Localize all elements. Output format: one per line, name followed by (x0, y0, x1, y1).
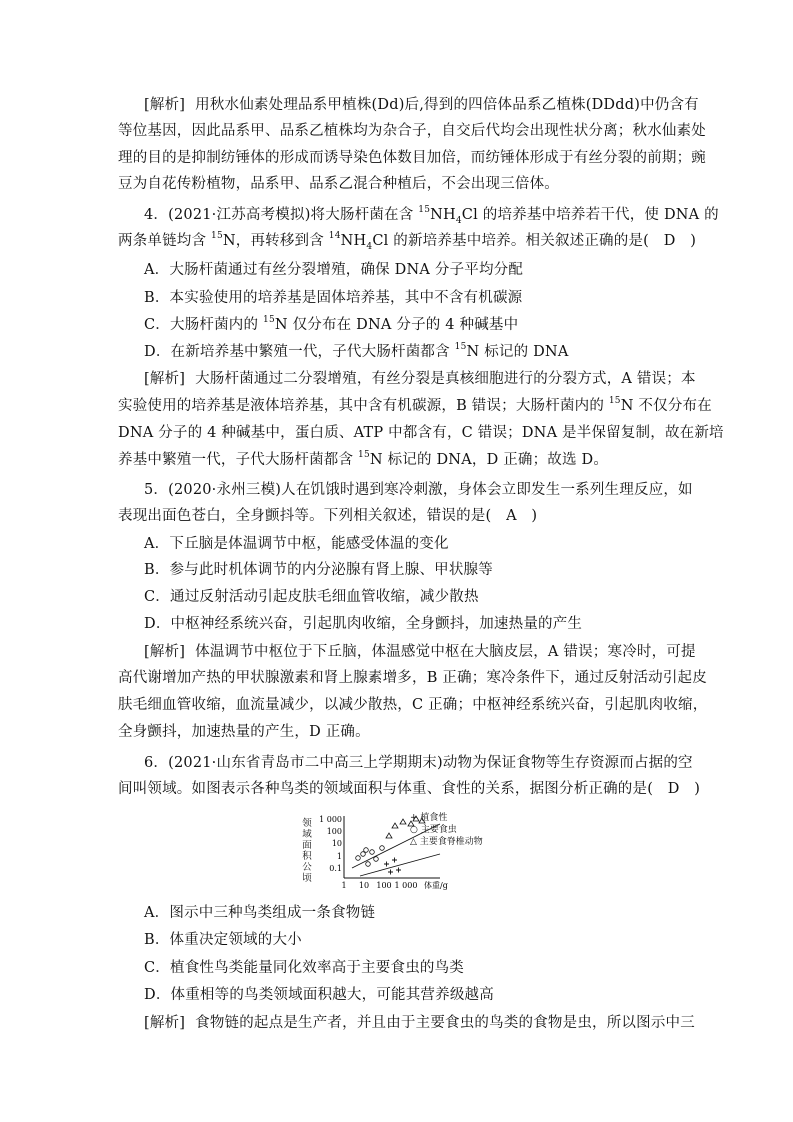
y-tick-label: 1 (336, 852, 342, 861)
x-tick-label: 10 (358, 881, 370, 890)
y-tick-label: 100 (326, 827, 342, 836)
plus-point (396, 868, 401, 873)
analysis-line: [解析] 用秋水仙素处理品系甲植株(Dd)后,得到的四倍体品系乙植株(DDdd)中仍含有 (144, 97, 699, 113)
question-6-option-b: B．体重决定领域的大小 (144, 932, 302, 948)
analysis-line: 豆为自花传粉植物，品系甲、品系乙混合种植后，不会出现三倍体。 (118, 176, 559, 192)
y-tick-label: 1 000 (319, 815, 342, 824)
question-6-stem: 间叫领域。如图表示各种鸟类的领域面积与体重、食性的关系，据图分析正确的是( D ) (118, 781, 701, 797)
insectivore-points (356, 846, 385, 867)
circle-point (364, 848, 369, 853)
territory-area-figure (300, 810, 532, 894)
triangle-point (392, 823, 398, 828)
figure-y-axis-label: 领域面积公顷 (302, 818, 312, 884)
question-4-option-c: C．大肠杆菌内的 $^{15}$N 仅分布在 DNA 分子的 4 种碱基中 (144, 315, 519, 333)
x-tick-label: 100 (376, 881, 392, 890)
question-5-option-d: D．中枢神经系统兴奋，引起肌肉收缩，全身颤抖，加速热量的产生 (144, 616, 583, 632)
question-6-answer: D (667, 781, 680, 797)
legend-item-insectivore: ○ 主要食虫 (410, 825, 457, 835)
question-4-option-b: B．本实验使用的培养基是固体培养基，其中不含有机碳源 (144, 290, 523, 306)
legend-item-vertebrate-eater: △ 主要食脊椎动物 (410, 837, 483, 847)
question-6-analysis: [解析] 食物链的起点是生产者，并且由于主要食虫的鸟类的食物是虫，所以图示中三 (144, 1015, 695, 1031)
question-4-analysis: [解析] 大肠杆菌通过二分裂增殖，有丝分裂是真核细胞进行的分裂方式，A 错误；本 (144, 371, 696, 387)
triangle-point (400, 819, 406, 824)
trend-line-herbivore (360, 854, 440, 876)
question-5-analysis: [解析] 体温调节中枢位于下丘脑，体温感觉中枢在大脑皮层，A 错误；寒冷时，可提 (144, 644, 696, 660)
question-5-answer: A (506, 508, 517, 524)
circle-point (356, 856, 361, 861)
question-6-option-c: C．植食性鸟类能量同化效率高于主要食虫的鸟类 (144, 960, 464, 976)
question-6-option-a: A．图示中三种鸟类组成一条食物链 (144, 905, 376, 921)
question-5-stem: 表现出面色苍白，全身颤抖等。下列相关叙述，错误的是( A ) (118, 508, 538, 524)
question-5-option-c: C．通过反射活动引起皮肤毛细血管收缩，减少散热 (144, 589, 479, 605)
figure-legend (410, 812, 483, 848)
y-tick-label: 0.1 (329, 864, 342, 873)
y-tick-label: 10 (331, 839, 342, 848)
plus-point (392, 858, 397, 863)
question-4-answer: D (663, 233, 676, 249)
plus-point (388, 870, 393, 875)
question-4-option-a: A．大肠杆菌通过有丝分裂增殖，确保 DNA 分子平均分配 (144, 262, 524, 278)
x-axis-label: 体重/g (424, 881, 448, 890)
question-5-option-a: A．下丘脑是体温调节中枢，能感受体温的变化 (144, 536, 449, 552)
question-4-analysis: DNA 分子的 4 种碱基中，蛋白质、ATP 中都含有，C 错误；DNA 是半保留复制，故在新培 (118, 425, 724, 441)
analysis-tag: [解析] (144, 97, 186, 113)
legend-item-herbivore: + 植食性 (410, 813, 448, 823)
question-5-analysis: 高代谢增加产热的甲状腺激素和肾上腺素增多，B 正确；寒冷条件下，通过反射活动引起皮 (118, 670, 707, 686)
circle-point (370, 850, 375, 855)
question-5-analysis: 肤毛细血管收缩，血流量减少，以减少散热，C 正确；中枢神经系统兴奋，引起肌肉收缩， (118, 697, 708, 713)
circle-point (361, 852, 366, 857)
herbivore-points (384, 858, 401, 875)
question-6-stem: 6．(2021·山东省青岛市二中高三上学期期末)动物为保证食物等生存资源而占据的空 (144, 755, 693, 771)
circle-point (380, 846, 385, 851)
question-6-option-d: D．体重相等的鸟类领域面积越大，可能其营养级越高 (144, 987, 494, 1003)
plus-point (384, 862, 389, 867)
x-tick-label: 1 000 (394, 881, 418, 890)
analysis-line: 等位基因，因此品系甲、品系乙植株均为杂合子，自交后代均会出现性状分离；秋水仙素处 (118, 123, 706, 139)
triangle-point (386, 833, 392, 838)
circle-point (366, 862, 371, 867)
question-4-analysis: 实验使用的培养基是液体培养基，其中含有机碳源，B 错误；大肠杆菌内的 $^{15}$N 不仅分布在 (118, 396, 712, 414)
x-tick-label: 1 (341, 881, 347, 890)
question-5-stem: 5．(2020·永州三模)人在饥饿时遇到寒冷刺激，身体会立即发生一系列生理反应，如 (144, 482, 693, 498)
question-4-stem: 4．(2021·江苏高考模拟)将大肠杆菌在含 $^{15}NH_4Cl$ 的培养基中培养若干代，使 DNA 的 (144, 205, 719, 226)
question-5-option-b: B．参与此时机体调节的内分泌腺有肾上腺、甲状腺等 (144, 562, 493, 578)
circle-point (374, 857, 379, 862)
analysis-line: 理的目的是抑制纺锤体的形成而诱导染色体数目加倍，而纺锤体形成于有丝分裂的前期；豌 (118, 150, 706, 166)
question-5-analysis: 全身颤抖，加速热量的产生，D 正确。 (118, 724, 370, 740)
question-4-analysis: 养基中繁殖一代，子代大肠杆菌都含 $^{15}$N 标记的 DNA，D 正确；故选 D。 (118, 450, 609, 468)
question-4-option-d: D．在新培养基中繁殖一代，子代大肠杆菌都含 $^{15}$N 标记的 DNA (144, 342, 569, 360)
question-4-stem: 两条单链均含 $^{15}$N，再转移到含 $^{14}NH_4Cl$ 的新培养基中培养。相关叙述正确的是( D ) (118, 231, 697, 252)
